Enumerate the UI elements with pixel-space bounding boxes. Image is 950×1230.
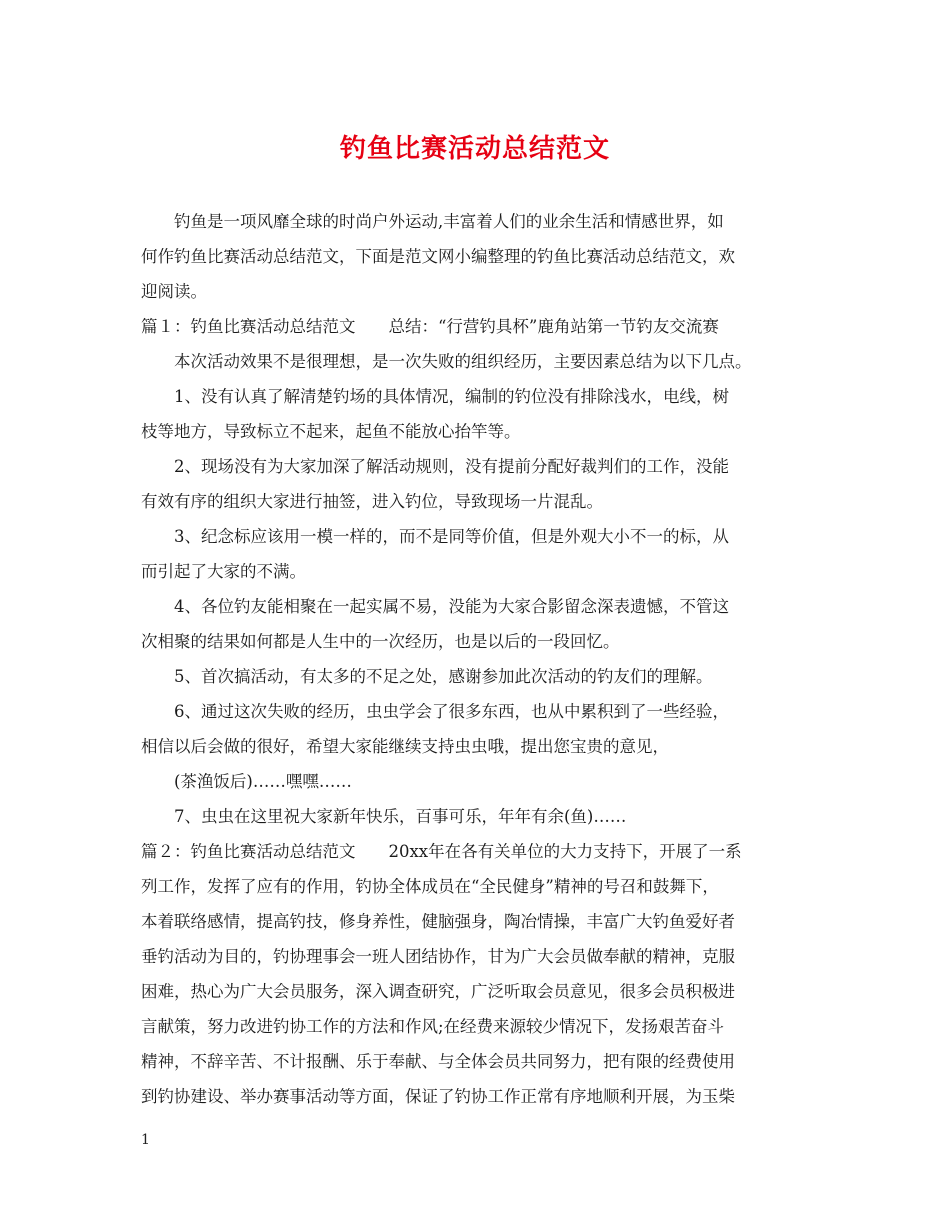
document-body: [141, 204, 811, 1114]
body-line: 而引起了大家的不满。: [141, 562, 306, 581]
list-item-line: 2、现场没有为大家加深了解活动规则，没有提前分配好裁判们的工作，没能: [174, 457, 729, 476]
body-line: 精神，不辞辛苦、不计报酬、乐于奉献、与全体会员共同努力，把有限的经费使用: [141, 1052, 735, 1071]
body-line: 言献策，努力改进钓协工作的方法和作风;在经费来源较少情况下，发扬艰苦奋斗: [141, 1017, 725, 1036]
document-title: 钓鱼比赛活动总结范文: [339, 134, 610, 164]
list-item-line: 5、首次搞活动，有太多的不足之处，感谢参加此次活动的钓友们的理解。: [174, 667, 713, 686]
page-number: 1: [141, 1132, 150, 1148]
list-item-line: 6、通过这次失败的经历，虫虫学会了很多东西，也从中累积到了一些经验，: [174, 702, 729, 721]
list-item-line: 4、各位钓友能相聚在一起实属不易，没能为大家合影留念深表遗憾，不管这: [174, 597, 729, 616]
list-item-line: 7、虫虫在这里祝大家新年快乐，百事可乐，年年有余(鱼)……: [174, 807, 627, 826]
body-line: 到钓协建设、举办赛事活动等方面，保证了钓协工作正常有序地顺利开展，为玉柴: [141, 1087, 735, 1106]
body-line: 垂钓活动为目的，钓协理事会一班人团结协作，甘为广大会员做奉献的精神，克服: [141, 947, 735, 966]
list-item-line: 3、纪念标应该用一模一样的，而不是同等价值，但是外观大小不一的标，从: [174, 527, 729, 546]
body-line: 本着联络感情，提高钓技，修身养性，健脑强身，陶冶情操，丰富广大钓鱼爱好者: [141, 912, 735, 931]
body-line: 列工作，发挥了应有的作用，钓协全体成员在“全民健身”精神的号召和鼓舞下，: [141, 877, 719, 896]
body-line: (茶渔饭后)……嘿嘿……: [174, 772, 352, 791]
body-line: 枝等地方，导致标立不起来，起鱼不能放心抬竿等。: [141, 422, 521, 441]
list-item-line: 1、没有认真了解清楚钓场的具体情况，编制的钓位没有排除浅水，电线，树: [174, 387, 729, 406]
body-line: 相信以后会做的很好，希望大家能继续支持虫虫哦，提出您宝贵的意见，: [141, 737, 669, 756]
body-line: 何作钓鱼比赛活动总结范文，下面是范文网小编整理的钓鱼比赛活动总结范文，欢: [141, 247, 735, 266]
body-line: 本次活动效果不是很理想，是一次失败的组织经历，主要因素总结为以下几点。: [174, 352, 752, 371]
section-heading-line: 篇２：钓鱼比赛活动总结范文 20xx年在各有关单位的大力支持下，开展了一系: [141, 842, 742, 861]
body-line: 困难，热心为广大会员服务，深入调查研究，广泛听取会员意见，很多会员积极进: [141, 982, 735, 1001]
body-line: 有效有序的组织大家进行抽签，进入钓位，导致现场一片混乱。: [141, 492, 603, 511]
body-line: 钓鱼是一项风靡全球的时尚户外运动,丰富着人们的业余生活和情感世界，如: [174, 212, 724, 231]
body-line: 迎阅读。: [141, 282, 207, 301]
section-heading-line: 篇１：钓鱼比赛活动总结范文 总结：“行营钓具杯”鹿角站第一节钓友交流赛: [141, 317, 719, 336]
body-line: 次相聚的结果如何都是人生中的一次经历，也是以后的一段回忆。: [141, 632, 620, 651]
